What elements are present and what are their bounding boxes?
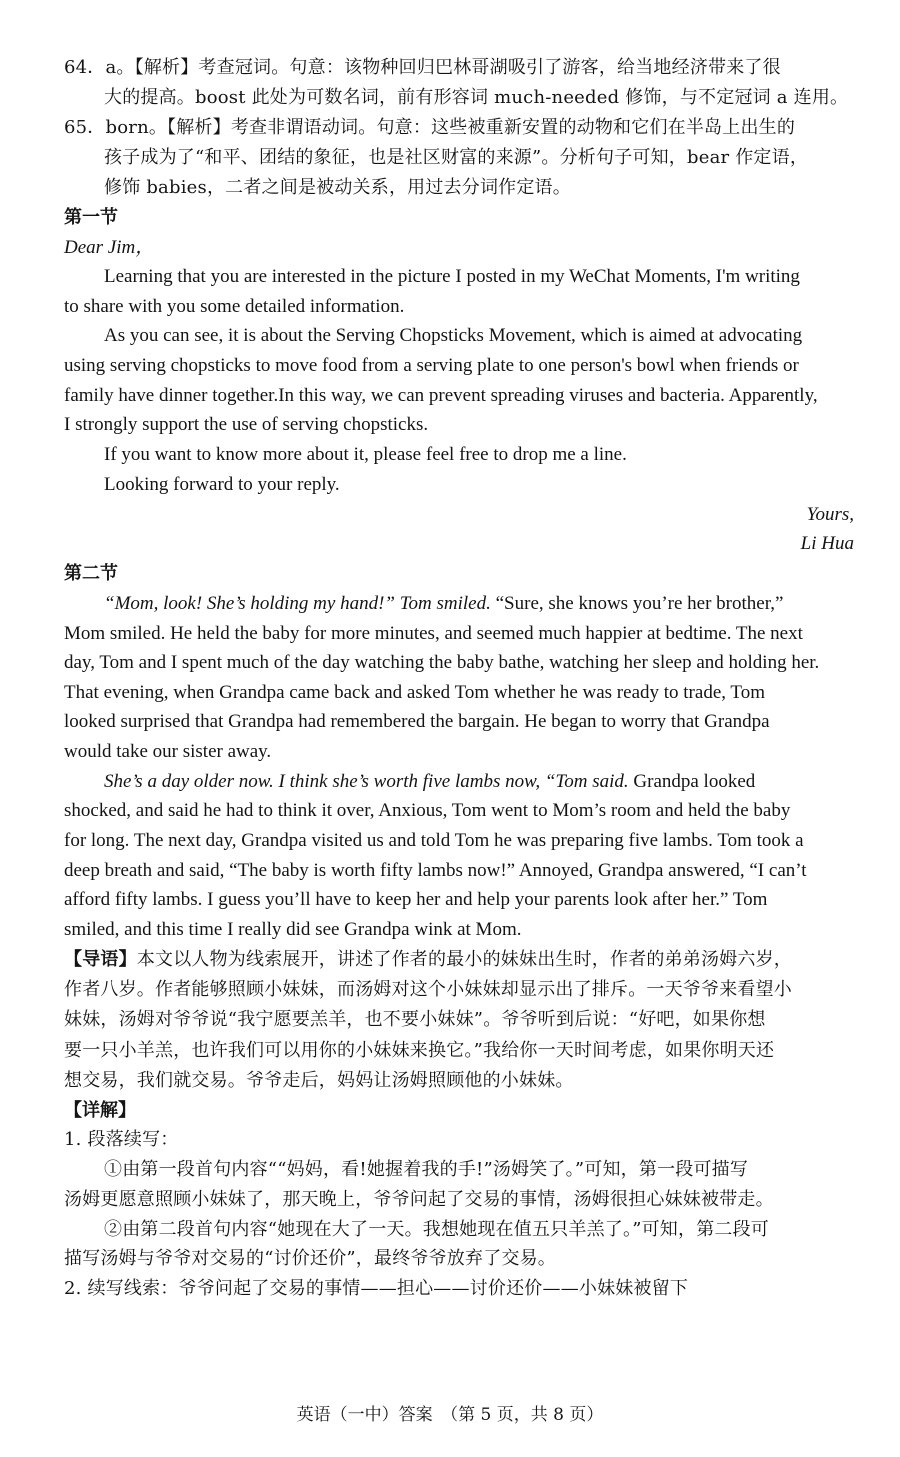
answer-65-line-3: 修饰 babies，二者之间是被动关系，用过去分词作定语。 — [104, 177, 571, 198]
detail-a-line-2: 汤姆更愿意照顾小妹妹了，那天晚上，爷爷问起了交易的事情，汤姆很担心妹妹被带走。 — [64, 1189, 774, 1210]
story-p2-line-1-rest: Grandpa looked — [628, 771, 756, 792]
page-footer: 英语（一中）答案 （第 5 页，共 8 页） — [296, 1405, 604, 1425]
story-p2-opening-sentence: She’s a day older now. I think she’s worth five lambs now, “Tom said. — [104, 771, 629, 792]
answer-64-line-2: 大的提高。boost 此处为可数名词，前有形容词 much-needed 修饰，与不定冠词 a 连用。 — [104, 87, 849, 108]
story-p1-line-1 — [104, 589, 783, 619]
letter-p2-line-3: family have dinner together.In this way, we can prevent spreading viruses and bacteria. Apparently, — [64, 385, 818, 406]
letter-p2-line-1: As you can see, it is about the Serving Chopsticks Movement, which is aimed at advocating — [104, 325, 803, 346]
story-p1-line-3: day, Tom and I spent much of the day watching the baby bathe, watching her sleep and holding her. — [64, 652, 820, 673]
story-p1-line-2: Mom smiled. He held the baby for more minutes, and seemed much happier at bedtime. The next — [64, 623, 803, 644]
detail-item-1: 1. 段落续写： — [64, 1129, 179, 1150]
letter-signature: Li Hua — [800, 533, 854, 554]
answer-65-line-1: 65．born。【解析】考查非谓语动词。句意：这些被重新安置的动物和它们在半岛上出生的 — [64, 117, 796, 138]
answer-64-line-1: 64．a。【解析】考查冠词。句意：该物种回归巴林哥湖吸引了游客，给当地经济带来了很 — [64, 57, 781, 78]
detail-item-2: 2. 续写线索：爷爷问起了交易的事情——担心——讨价还价——小妹妹被留下 — [64, 1278, 689, 1299]
guide-line-4: 要一只小羊羔，也许我们可以用你的小妹妹来换它。”我给你一天时间考虑，如果你明天还 — [64, 1040, 775, 1061]
story-p2-line-5: afford fifty lambs. I guess you’ll have to keep her and help your parents look after her.” Tom — [64, 889, 768, 910]
letter-p3: If you want to know more about it, please feel free to drop me a line. — [104, 444, 627, 465]
letter-salutation: Dear Jim， — [64, 237, 155, 258]
guide-line-1-text: 本文以人物为线索展开，讲述了作者的最小的妹妹出生时，作者的弟弟汤姆六岁， — [136, 949, 793, 970]
letter-closing: Yours, — [806, 504, 854, 525]
story-p1-line-4: That evening, when Grandpa came back and asked Tom whether he was ready to trade, Tom — [64, 682, 765, 703]
story-p2-line-3: for long. The next day, Grandpa visited us and told Tom he was preparing five lambs. Tom took a — [64, 830, 804, 851]
answer-65-line-2: 孩子成为了“和平、团结的象征，也是社区财富的来源”。分析句子可知，bear 作定语， — [104, 147, 809, 168]
letter-p1-line-1: Learning that you are interested in the picture I posted in my WeChat Moments, I'm writing — [104, 266, 800, 287]
detail-label: 【详解】 — [64, 1100, 136, 1121]
story-p2-line-2: shocked, and said he had to think it over, Anxious, Tom went to Mom’s room and held the baby — [64, 800, 791, 821]
story-p1-line-1-rest: “Sure, she knows you’re her brother,” — [490, 593, 784, 614]
letter-p2-line-2: using serving chopsticks to move food from a serving plate to one person's bowl when friends or — [64, 355, 799, 376]
detail-b-line-2: 描写汤姆与爷爷对交易的“讨价还价”，最终爷爷放弃了交易。 — [64, 1248, 557, 1269]
letter-p4: Looking forward to your reply. — [104, 474, 340, 495]
section-2-heading: 第二节 — [64, 563, 118, 584]
story-p1-line-5: looked surprised that Grandpa had remembered the bargain. He began to worry that Grandpa — [64, 711, 770, 732]
story-p2-line-1 — [104, 767, 755, 797]
guide-line-5: 想交易，我们就交易。爷爷走后，妈妈让汤姆照顾他的小妹妹。 — [64, 1070, 574, 1091]
guide-line-2: 作者八岁。作者能够照顾小妹妹，而汤姆对这个小妹妹却显示出了排斥。一天爷爷来看望小 — [64, 979, 792, 1000]
guide-line-3: 妹妹，汤姆对爷爷说“我宁愿要羔羊，也不要小妹妹”。爷爷听到后说：“好吧，如果你想 — [64, 1009, 766, 1030]
letter-p1-line-2: to share with you some detailed information. — [64, 296, 405, 317]
detail-b-line-1: ②由第二段首句内容“她现在大了一天。我想她现在值五只羊羔了。”可知，第二段可 — [104, 1219, 770, 1240]
detail-a-line-1: ①由第一段首句内容““妈妈，看!她握着我的手!”汤姆笑了。”可知，第一段可描写 — [104, 1159, 749, 1180]
story-p2-line-4: deep breath and said, “The baby is worth fifty lambs now!” Annoyed, Grandpa answered, “I can’t — [64, 860, 807, 881]
letter-p2-line-4: I strongly support the use of serving chopsticks. — [64, 414, 429, 435]
story-p2-line-6: smiled, and this time I really did see Grandpa wink at Mom. — [64, 919, 522, 940]
section-1-heading: 第一节 — [64, 207, 118, 228]
guide-label: 【导语】 — [64, 949, 137, 970]
story-p1-line-6: would take our sister away. — [64, 741, 272, 762]
story-p1-opening-sentence: “Mom, look! She’s holding my hand!” Tom smiled. — [104, 593, 491, 614]
guide-line-1 — [64, 945, 792, 975]
